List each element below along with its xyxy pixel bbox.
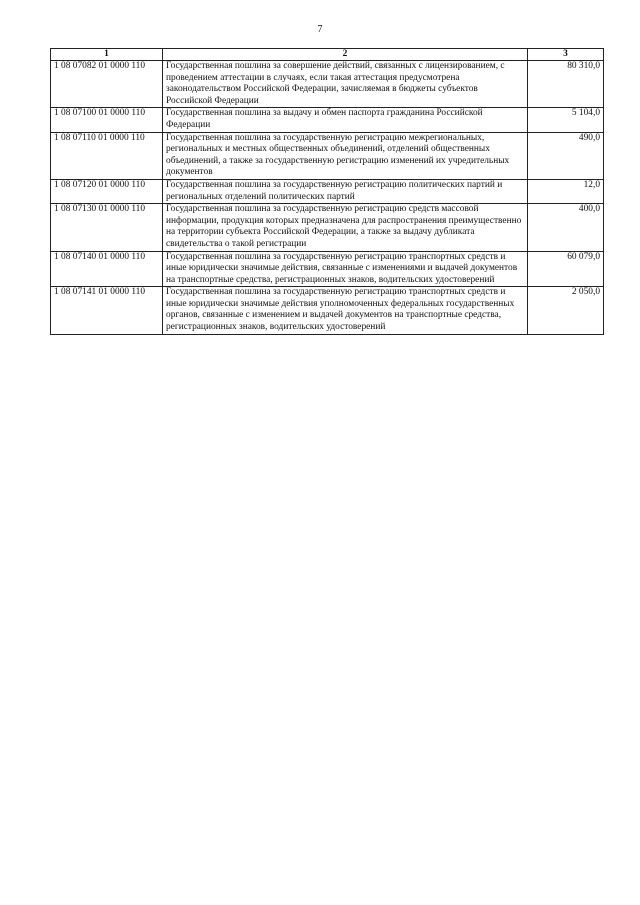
table-body	[51, 61, 604, 335]
header-row	[51, 49, 604, 61]
table-row	[51, 61, 604, 108]
row-name: Государственная пошлина за государственную регистрацию средств массовой информации, продукция которых предназначена для распространения преимущественно на территории субъекта Российской Федерации, а также за выдачу дубликата свидетельства о такой регистрации	[163, 204, 528, 251]
revenue-table	[50, 48, 604, 335]
row-amount: 12,0	[528, 179, 604, 203]
row-amount: 2 050,0	[528, 287, 604, 334]
table-row	[51, 108, 604, 132]
table-header	[51, 49, 604, 61]
page-number: 7	[317, 24, 323, 35]
row-code: 1 08 07130 01 0000 110	[51, 204, 163, 251]
table-row	[51, 204, 604, 251]
row-amount: 400,0	[528, 204, 604, 251]
row-code: 1 08 07110 01 0000 110	[51, 132, 163, 179]
row-name: Государственная пошлина за государственную регистрацию транспортных средств и иные юридически значимые действия, связанные с изменениями и выдачей документов на транспортные средства, регистрационных знаков, водительских удостоверений	[163, 251, 528, 287]
row-name: Государственная пошлина за государственную регистрацию политических партий и региональных отделений политических партий	[163, 179, 528, 203]
column-header-amount: 3	[528, 49, 604, 61]
row-name: Государственная пошлина за государственную регистрацию транспортных средств и иные юридически значимые действия уполномоченных федеральных государственных органов, связанные с изменением и выдачей документов на транспортные средства, регистрационных знаков, водительских удостоверений	[163, 287, 528, 334]
column-header-code: 1	[51, 49, 163, 61]
table-row	[51, 287, 604, 334]
row-amount: 80 310,0	[528, 61, 604, 108]
row-name: Государственная пошлина за выдачу и обмен паспорта гражданина Российской Федерации	[163, 108, 528, 132]
row-amount: 490,0	[528, 132, 604, 179]
table-row	[51, 251, 604, 287]
row-name: Государственная пошлина за государственную регистрацию межрегиональных, региональных и местных общественных объединений, отделений общественных объединений, а также за государственную регистрацию изменений их учредительных документов	[163, 132, 528, 179]
table-row	[51, 179, 604, 203]
row-code: 1 08 07082 01 0000 110	[51, 61, 163, 108]
row-code: 1 08 07120 01 0000 110	[51, 179, 163, 203]
row-code: 1 08 07100 01 0000 110	[51, 108, 163, 132]
row-code: 1 08 07141 01 0000 110	[51, 287, 163, 334]
row-name: Государственная пошлина за совершение действий, связанных с лицензированием, с проведением аттестации в случаях, если такая аттестация предусмотрена законодательством Российской Федерации, зачисляемая в бюджеты субъектов Российской Федерации	[163, 61, 528, 108]
table-row	[51, 132, 604, 179]
column-header-name: 2	[163, 49, 528, 61]
row-amount: 5 104,0	[528, 108, 604, 132]
row-amount: 60 079,0	[528, 251, 604, 287]
row-code: 1 08 07140 01 0000 110	[51, 251, 163, 287]
